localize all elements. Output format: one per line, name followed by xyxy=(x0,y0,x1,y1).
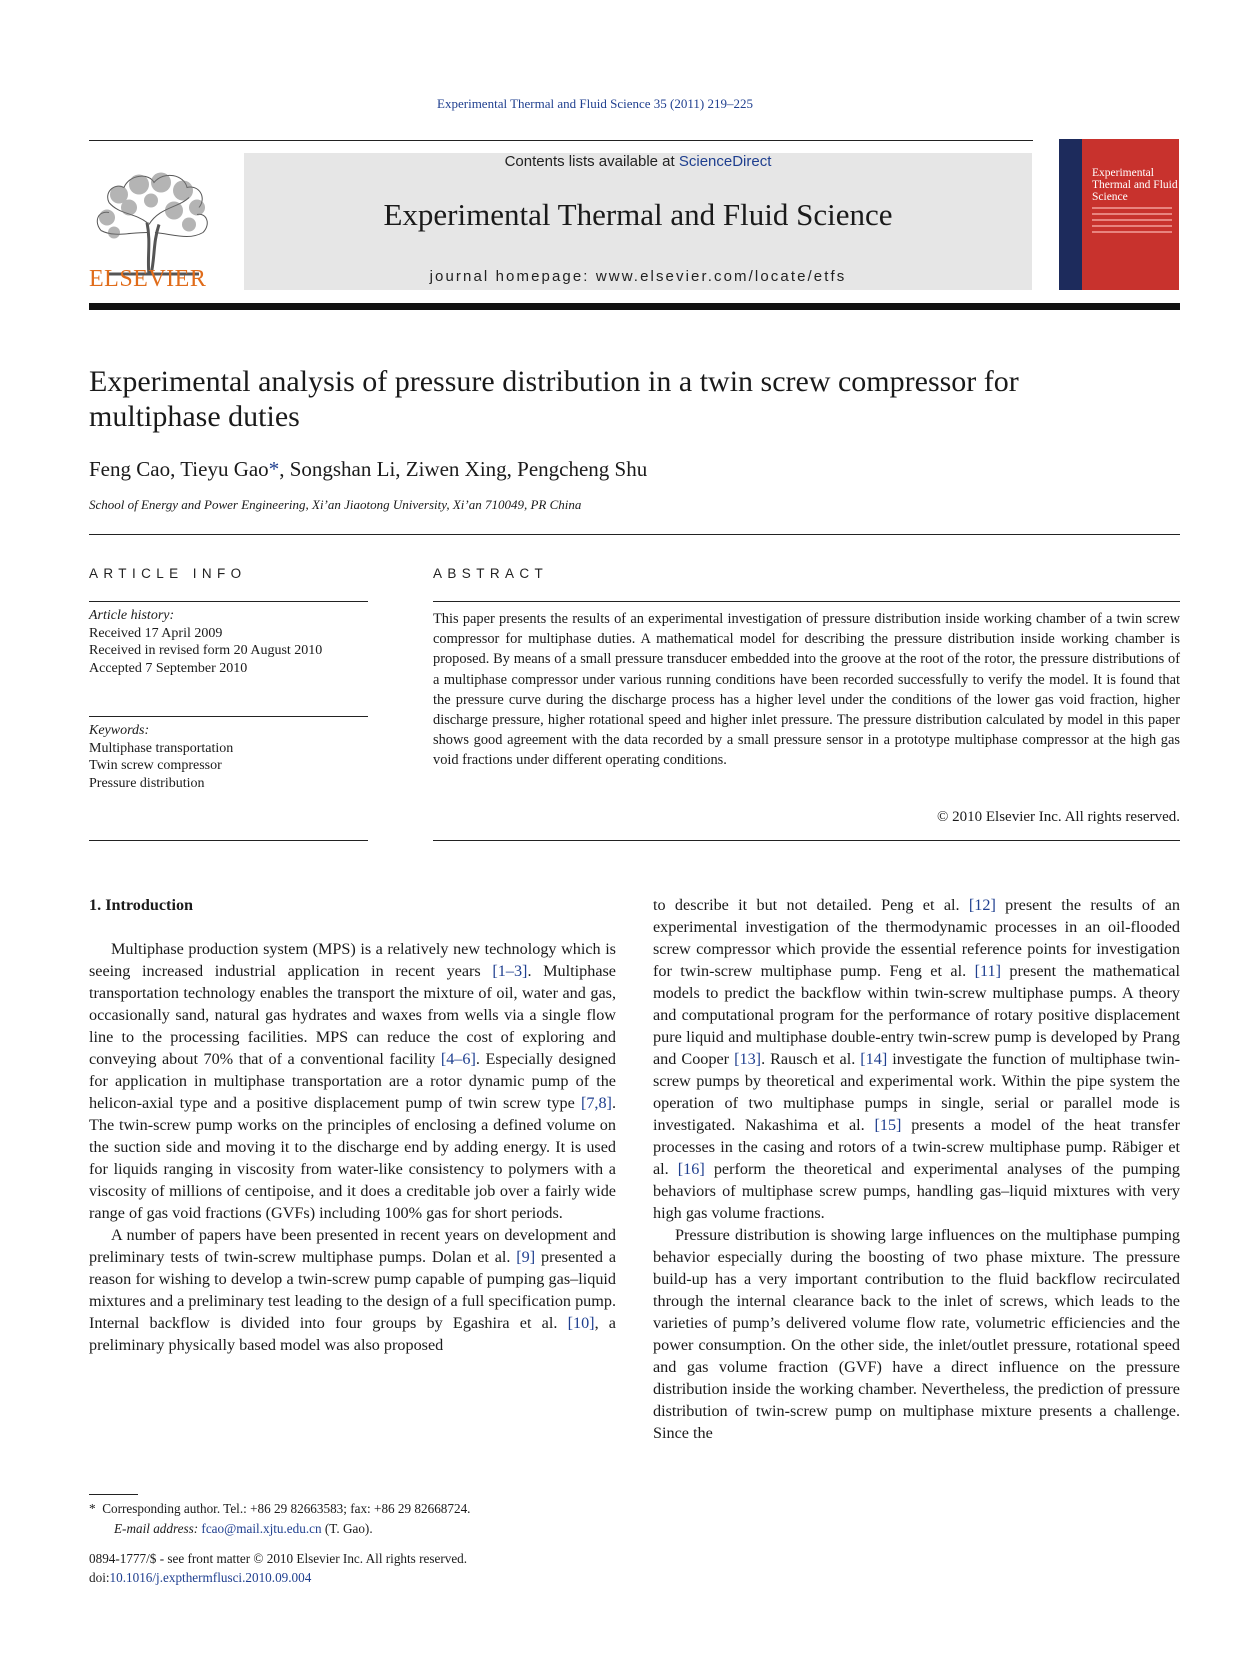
masthead-rule xyxy=(89,303,1180,310)
elsevier-wordmark: ELSEVIER xyxy=(89,266,207,292)
paragraph: Multiphase production system (MPS) is a relatively new technology which is seeing increased industrial application in recent years [1–3]. Multiphase transportation technology enables the transport the mixture of oil, water and gas, occasionally sand, natural gas hydrates and waxes from wells via a single flow line to the processing facilities. MPS can reduce the cost of exploring and conveying about 70% that of a conventional facility [4–6]. Especially designed for application in multiphase transportation are a rotor dynamic pump of the helicon-axial type and a positive displacement pump of twin screw type [7,8]. The twin-screw pump works on the principles of enclosing a defined volume on the suction side and moving it to the discharge end by adding energy. It is used for liquids ranging in viscosity from water-like consistency to polymers with a viscosity of millions of centipoise, and it does a creditable job over a fairly wide range of gas void fractions (GVFs) including 100% gas for short periods. xyxy=(89,940,616,1222)
abstract-rule xyxy=(433,601,1180,602)
issn-line: 0894-1777/$ - see front matter © 2010 Elsevier Inc. All rights reserved. xyxy=(89,1551,468,1566)
abstract-heading: ABSTRACT xyxy=(433,566,549,581)
cover-strip xyxy=(1059,139,1082,290)
reference-link[interactable]: [4–6] xyxy=(440,1050,476,1068)
body-column-right xyxy=(653,894,1180,1444)
header-rule xyxy=(89,140,1033,141)
keywords-block xyxy=(89,722,369,792)
section-heading: 1. Introduction xyxy=(89,896,194,914)
journal-citation[interactable]: Experimental Thermal and Fluid Science 35 (2011) 219–225 xyxy=(437,96,753,111)
author-list: Feng Cao, Tieyu Gao*, Songshan Li, Ziwen Xing, Pengcheng Shu xyxy=(89,457,648,481)
sciencedirect-link[interactable]: ScienceDirect xyxy=(678,153,772,170)
article-title: Experimental analysis of pressure distribution in a twin screw compressor for multiphase duties xyxy=(89,365,1019,433)
keyword: Pressure distribution xyxy=(89,775,205,791)
paragraph: A number of papers have been presented in recent years on development and preliminary tests of twin-screw multiphase pumps. Dolan et al. [9] presented a reason for wishing to develop a twin-screw pump capable of pumping gas–liquid mixtures and a preliminary test leading to the design of a full specification pump. Internal backflow is divided into four groups by Egashira et al. [10], a preliminary physically based model was also proposed xyxy=(89,1226,616,1354)
journal-homepage[interactable]: journal homepage: www.elsevier.com/locate/etfs xyxy=(429,268,847,285)
article-info-heading: ARTICLE INFO xyxy=(89,566,247,581)
journal-name: Experimental Thermal and Fluid Science xyxy=(383,197,893,232)
reference-link[interactable]: [9] xyxy=(516,1248,536,1266)
doi-link[interactable]: 10.1016/j.expthermflusci.2010.09.004 xyxy=(109,1570,312,1585)
abstract-text: This paper presents the results of an experimental investigation of pressure distribution inside working chamber of a twin screw compressor for multiphase duties. A mathematical model for describing the pressure distribution inside working chamber is proposed. By means of a small pressure transducer embedded into the groove at the root of the rotor, the pressure distributions of a multiphase compressor under various running conditions have been recorded successfully to verify the model. It is found that the pressure curve during the discharge process has a higher level under the conditions of the lower gas void fraction, higher discharge pressure, higher rotational speed and higher inlet pressure. The pressure distribution calculated by model in this paper shows good agreement with the data recorded by a small pressure sensor in a prototype multiphase compressor at the high gas void fractions under different operating conditions. xyxy=(433,611,1180,769)
reference-link[interactable]: [13] xyxy=(734,1050,762,1068)
email-note: E-mail address: fcao@mail.xjtu.edu.cn (T. Gao). xyxy=(114,1520,373,1536)
body-column-left xyxy=(89,894,616,1356)
abstract-end-rule xyxy=(433,840,1180,841)
contents-line: Contents lists available at ScienceDirect xyxy=(504,153,772,170)
keywords-rule xyxy=(89,716,368,717)
reference-link[interactable]: [7,8] xyxy=(580,1094,612,1112)
affiliation-rule xyxy=(89,534,1180,535)
journal-cover-thumbnail[interactable] xyxy=(1059,139,1179,290)
keyword: Multiphase transportation xyxy=(89,740,234,756)
reference-link[interactable]: [16] xyxy=(677,1160,705,1178)
paragraph: Pressure distribution is showing large influences on the multiphase pumping behavior especially during the boosting of two phase mixture. The pressure build-up has a very important contribution to the fluid backflow recirculated through the internal clearance back to the inlet of screws, which leads to the varieties of pump’s delivered volume flow rate, volumetric efficiencies and the power consumption. On the other side, the inlet/outlet pressure, rotational speed and gas volume fraction (GVF) have a direct influence on the pressure distribution inside the working chamber. Nevertheless, the prediction of pressure distribution of twin-screw pump on multiphase mixture presents a challenge. Since the xyxy=(653,1226,1180,1442)
reference-link[interactable]: [1–3] xyxy=(492,962,528,980)
affiliation: School of Energy and Power Engineering, Xi’an Jiaotong University, Xi’an 710049, PR China xyxy=(89,497,582,512)
accepted-date: Accepted 7 September 2010 xyxy=(89,660,248,676)
footnote-rule xyxy=(89,1494,138,1495)
paragraph: to describe it but not detailed. Peng et al. [12] present the results of an experimental investigation of the thermodynamic processes in an oil-flooded screw compressor which provide the essential reference points for investigation for twin-screw multiphase pump. Feng et al. [11] present the mathematical models to predict the backflow within twin-screw multiphase pumps. A theory and computational program for the performance of rotary positive displacement pure liquid and multiphase double-entry twin-screw pump is developed by Prang and Cooper [13]. Rausch et al. [14] investigate the function of multiphase twin-screw pumps by theoretical and experimental work. Within the pipe system the operation of two multiphase pumps in single, serial or parallel mode is investigated. Nakashima et al. [15] presents a model of the heat transfer processes in the casing and rotors of a twin-screw multiphase pump. Räbiger et al. [16] perform the theoretical and experimental analyses of the pumping behaviors of multiphase screw pumps, handling gas–liquid mixtures with very high gas volume fractions. xyxy=(653,896,1181,1222)
reference-link[interactable]: [10] xyxy=(567,1314,595,1332)
received-date: Received 17 April 2009 xyxy=(89,625,223,641)
cover-title: Experimental Thermal and Fluid Science xyxy=(1092,167,1178,203)
reference-link[interactable]: [12] xyxy=(968,896,996,914)
corresponding-author-mark[interactable]: * xyxy=(268,457,280,481)
revised-date: Received in revised form 20 August 2010 xyxy=(89,643,323,658)
corresponding-author-note: * Corresponding author. Tel.: +86 29 82663583; fax: +86 29 82668724. xyxy=(89,1501,471,1516)
keywords-label: Keywords: xyxy=(89,723,150,738)
reference-link[interactable]: [11] xyxy=(974,962,1001,980)
doi-line: doi:10.1016/j.expthermflusci.2010.09.004 xyxy=(89,1570,312,1585)
front-matter xyxy=(89,1549,649,1587)
keyword: Twin screw compressor xyxy=(89,758,222,773)
reference-link[interactable]: [15] xyxy=(874,1116,902,1134)
reference-link[interactable]: [14] xyxy=(860,1050,888,1068)
history-label: Article history: xyxy=(89,608,175,623)
abstract-copyright: © 2010 Elsevier Inc. All rights reserved. xyxy=(936,809,1180,825)
cover-decoration xyxy=(1092,207,1172,237)
article-info-rule xyxy=(89,601,368,602)
footnote xyxy=(89,1499,649,1538)
email-link[interactable]: fcao@mail.xjtu.edu.cn xyxy=(201,1520,322,1536)
article-history xyxy=(89,607,369,677)
article-info-end-rule xyxy=(89,840,368,841)
